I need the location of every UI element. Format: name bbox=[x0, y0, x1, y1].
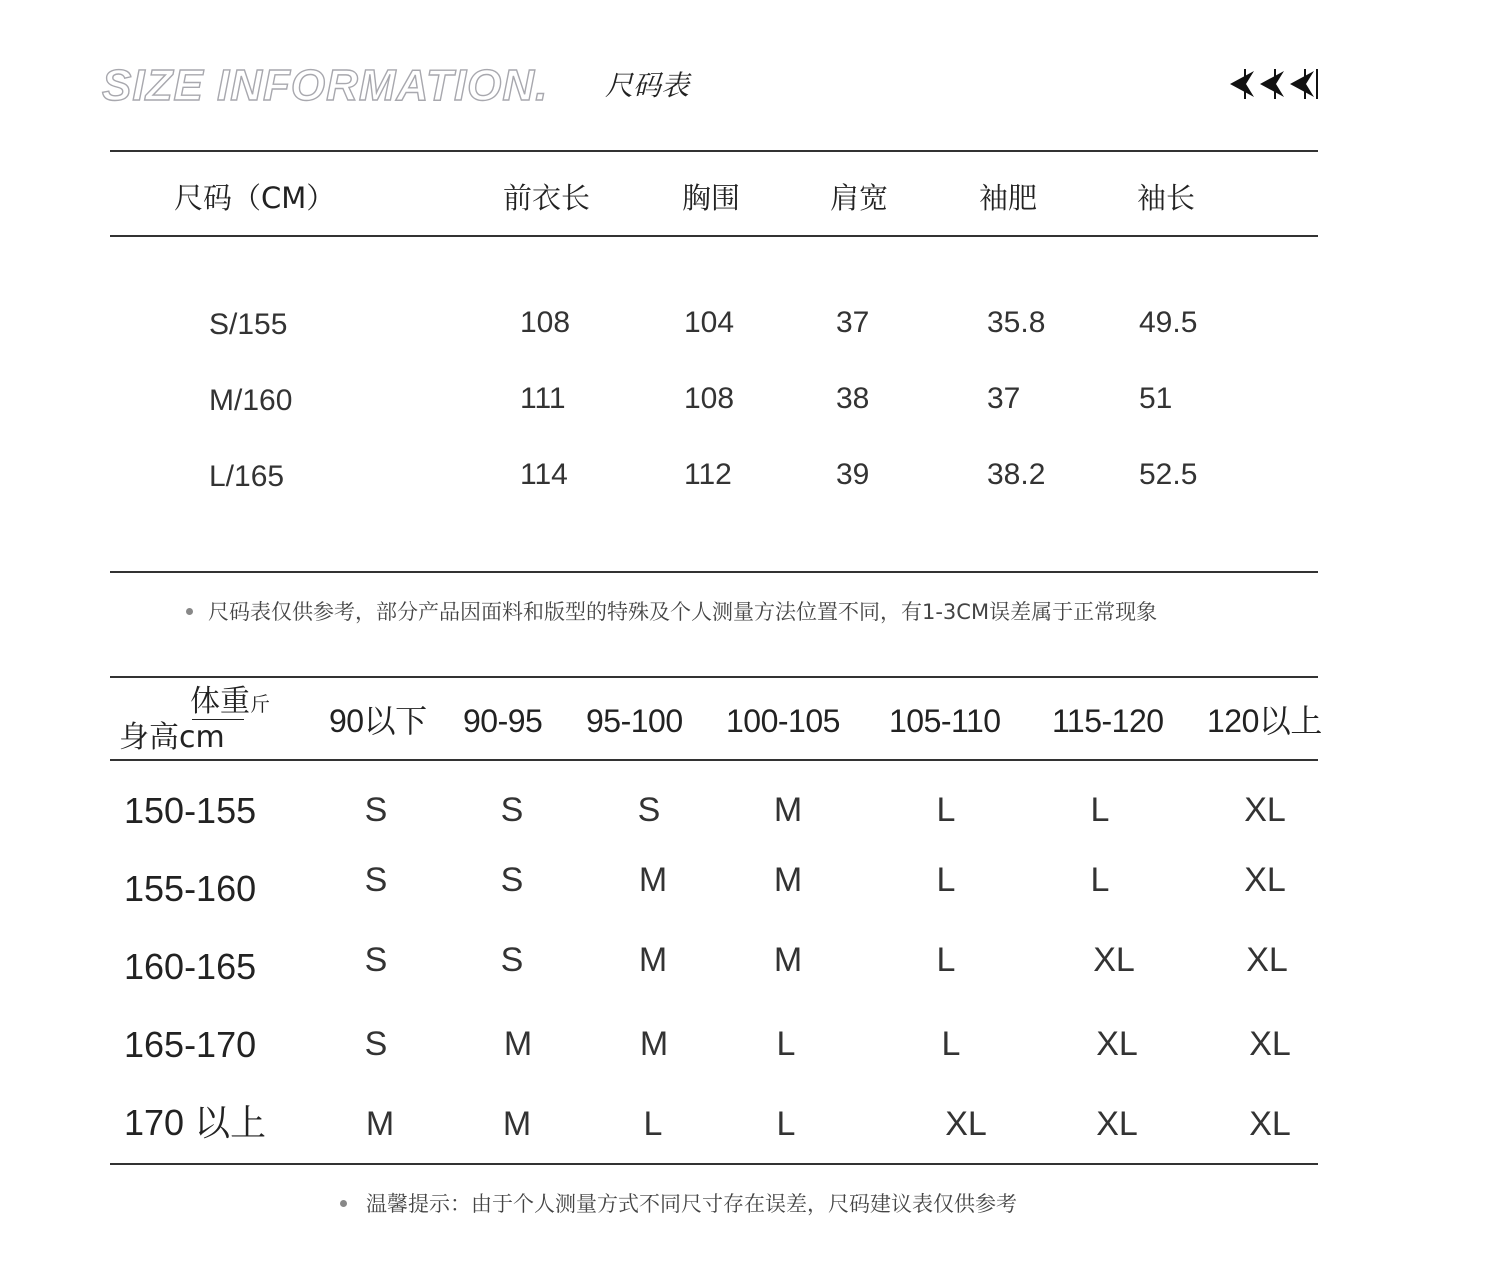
row-size: M/160 bbox=[209, 384, 293, 417]
row-value: 114 bbox=[520, 458, 568, 491]
size-cell: M bbox=[773, 791, 803, 829]
row-size: S/155 bbox=[209, 308, 288, 341]
triple-arrow-left-icon bbox=[1226, 66, 1320, 102]
size-cell: S bbox=[500, 941, 524, 979]
size-cell: M bbox=[773, 941, 803, 979]
row-value: 39 bbox=[836, 458, 870, 491]
row-value: 38.2 bbox=[987, 458, 1046, 491]
size-cell: L bbox=[936, 861, 956, 899]
bullet-icon bbox=[340, 1200, 347, 1207]
size-cell: L bbox=[936, 791, 956, 829]
bullet-icon bbox=[186, 608, 193, 615]
corner-weight: 体重 bbox=[190, 684, 250, 719]
row-value: 37 bbox=[987, 382, 1021, 415]
size-cell: S bbox=[500, 861, 524, 899]
height-range: 170 以上 bbox=[124, 1102, 267, 1143]
row-value: 52.5 bbox=[1139, 458, 1198, 491]
row-value: 112 bbox=[684, 458, 732, 491]
recommend-top-rule bbox=[110, 676, 1318, 678]
recommend-header-rule bbox=[110, 759, 1318, 761]
size-cell: S bbox=[500, 791, 524, 829]
height-range: 150-155 bbox=[124, 790, 257, 831]
size-cell: S bbox=[364, 861, 388, 899]
weight-column-header: 90以下 bbox=[329, 703, 427, 739]
height-range: 155-160 bbox=[124, 868, 257, 909]
row-value: 37 bbox=[836, 306, 870, 339]
size-cell: S bbox=[637, 791, 661, 829]
title-english: SIZE INFORMATION. bbox=[102, 61, 549, 110]
size-cell: S bbox=[364, 791, 388, 829]
row-value: 38 bbox=[836, 382, 870, 415]
title-chinese: 尺码表 bbox=[605, 69, 690, 102]
table-top-rule bbox=[110, 150, 1318, 152]
row-value: 111 bbox=[520, 382, 566, 415]
row-value: 51 bbox=[1139, 382, 1173, 415]
size-cell: XL bbox=[945, 1105, 987, 1143]
weight-column-header: 90-95 bbox=[463, 703, 543, 739]
size-cell: XL bbox=[1249, 1105, 1291, 1143]
size-cell: M bbox=[773, 861, 803, 899]
size-cell: XL bbox=[1096, 1105, 1138, 1143]
corner-weight-unit: 斤 bbox=[250, 692, 270, 716]
measurement-note: 尺码表仅供参考，部分产品因面料和版型的特殊及个人测量方法位置不同，有1-3CM误差属于正常现象 bbox=[208, 600, 1158, 624]
size-cell: M bbox=[638, 861, 668, 899]
height-range: 165-170 bbox=[124, 1024, 257, 1065]
size-cell: L bbox=[1090, 791, 1110, 829]
size-cell: L bbox=[776, 1105, 796, 1143]
recommend-tip: 温馨提示：由于个人测量方式不同尺寸存在误差，尺码建议表仅供参考 bbox=[366, 1192, 1017, 1216]
table-header-rule bbox=[110, 235, 1318, 237]
recommend-bottom-rule bbox=[110, 1163, 1318, 1165]
header-sleeve-width: 袖肥 bbox=[979, 181, 1038, 215]
size-cell: XL bbox=[1246, 941, 1288, 979]
header-shoulder: 肩宽 bbox=[830, 181, 889, 215]
table-bottom-rule bbox=[110, 571, 1318, 573]
row-size: L/165 bbox=[209, 460, 285, 493]
size-cell: S bbox=[364, 941, 388, 979]
size-cell: XL bbox=[1093, 941, 1135, 979]
size-cell: XL bbox=[1244, 791, 1286, 829]
header-chest: 胸围 bbox=[682, 181, 741, 215]
weight-column-header: 105-110 bbox=[889, 703, 1001, 739]
row-value: 108 bbox=[684, 382, 735, 415]
size-cell: M bbox=[502, 1105, 532, 1143]
size-cell: XL bbox=[1096, 1025, 1138, 1063]
row-value: 35.8 bbox=[987, 306, 1046, 339]
header-sleeve-length: 袖长 bbox=[1137, 181, 1196, 215]
header-front-length: 前衣长 bbox=[503, 181, 591, 215]
corner-height-label: 身高cm bbox=[119, 720, 225, 755]
size-cell: M bbox=[503, 1025, 533, 1063]
size-cell: L bbox=[1090, 861, 1110, 899]
header-size: 尺码（CM） bbox=[174, 181, 336, 215]
row-value: 108 bbox=[520, 306, 571, 339]
size-cell: M bbox=[365, 1105, 395, 1143]
row-value: 104 bbox=[684, 306, 735, 339]
size-cell: XL bbox=[1244, 861, 1286, 899]
size-cell: M bbox=[638, 941, 668, 979]
row-value: 49.5 bbox=[1139, 306, 1198, 339]
height-range: 160-165 bbox=[124, 946, 257, 987]
size-cell: L bbox=[941, 1025, 961, 1063]
weight-column-header: 95-100 bbox=[586, 703, 683, 739]
size-cell: L bbox=[936, 941, 956, 979]
size-cell: L bbox=[776, 1025, 796, 1063]
corner-weight-label bbox=[190, 684, 270, 722]
size-cell: S bbox=[364, 1025, 388, 1063]
size-cell: XL bbox=[1249, 1025, 1291, 1063]
weight-column-header: 115-120 bbox=[1052, 703, 1164, 739]
size-cell: M bbox=[639, 1025, 669, 1063]
weight-column-header: 120以上 bbox=[1207, 703, 1322, 739]
weight-column-header: 100-105 bbox=[726, 703, 840, 739]
size-cell: L bbox=[643, 1105, 663, 1143]
